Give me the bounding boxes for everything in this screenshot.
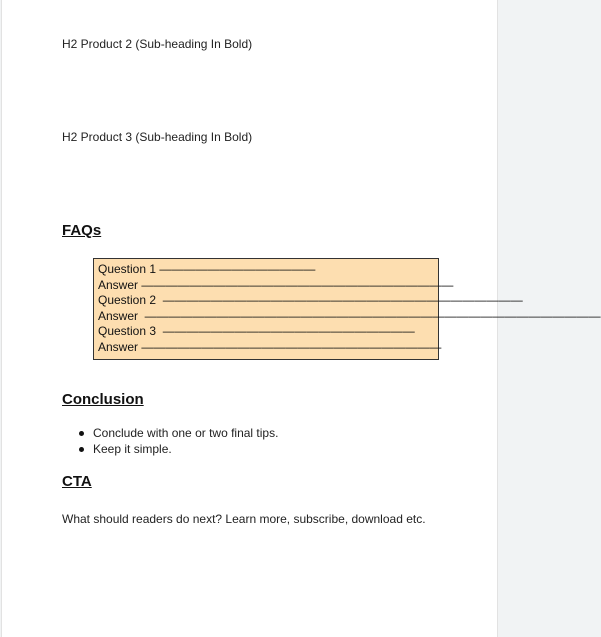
conclusion-list <box>62 426 278 457</box>
faq-answer-3: Answer ————————————————————————— <box>98 339 442 354</box>
faqs-heading: FAQs <box>62 222 102 239</box>
list-item <box>62 442 278 458</box>
product-2-subheading: H2 Product 2 (Sub-heading In Bold) <box>62 37 253 51</box>
faq-box <box>93 258 601 360</box>
list-item-text: Conclude with one or two final tips. <box>93 426 279 440</box>
document-page <box>1 0 601 637</box>
faq-question-2: Question 2 —————————————————————————————— <box>98 293 523 307</box>
bullet-icon <box>79 447 84 452</box>
product-3-subheading: H2 Product 3 (Sub-heading In Bold) <box>62 130 253 144</box>
conclusion-heading: Conclusion <box>62 391 144 408</box>
cta-heading: CTA <box>62 473 92 490</box>
faq-answer-2: Answer —————————————————————————————————————— <box>98 308 601 323</box>
faq-question-1: Question 1 ————————————— <box>98 262 316 276</box>
list-item <box>62 426 278 442</box>
faq-answer-1: Answer —————————————————————————— <box>98 277 454 292</box>
bullet-icon <box>79 431 84 436</box>
faq-question-3: Question 3 ————————————————————— <box>98 324 415 338</box>
list-item-text: Keep it simple. <box>93 441 172 456</box>
cta-paragraph: What should readers do next? Learn more, subscribe, download etc. <box>62 512 426 526</box>
